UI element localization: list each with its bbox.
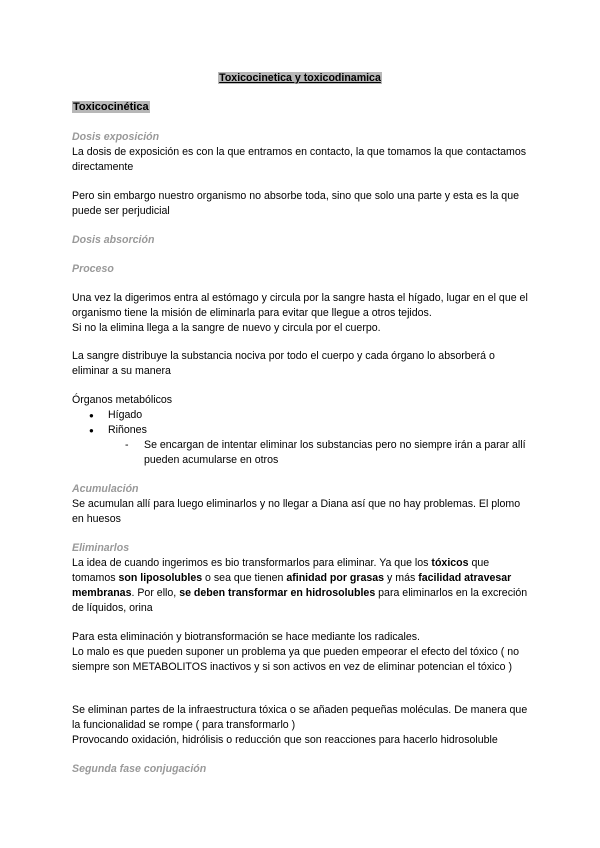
paragraph: La dosis de exposición es con la que entramos en contacto, la que tomamos la que contactamos directamente bbox=[72, 146, 527, 173]
subheading-eliminarlos: Eliminarlos bbox=[72, 542, 130, 554]
subheading-segunda-fase: Segunda fase conjugación bbox=[72, 763, 207, 775]
organs-label: Órganos metabólicos bbox=[72, 394, 173, 406]
subheading-proceso: Proceso bbox=[72, 263, 114, 275]
paragraph: Provocando oxidación, hidrólisis o reducción que son reacciones para hacerlo hidrosoluble bbox=[72, 734, 498, 746]
list-item: ● Hígado bbox=[72, 408, 532, 423]
organs-list bbox=[72, 408, 532, 438]
paragraph: La sangre distribuye la substancia nociva por todo el cuerpo y cada órgano lo absorberá o eliminar a su manera bbox=[72, 350, 495, 377]
paragraph: La idea de cuando ingerimos es bio transformarlos para eliminar. Ya que los tóxicos que tomamos son liposolubles o sea que tienen afinidad por grasas y más facilidad atravesar membranas. Por ello, se deben transformar en hidrosolubles para eliminarlos en la excreción de líquidos, orina bbox=[72, 557, 528, 614]
document-title: Toxicocinetica y toxicodinamica bbox=[219, 72, 381, 84]
section-heading: Toxicocinética bbox=[73, 101, 149, 113]
paragraph: Pero sin embargo nuestro organismo no absorbe toda, sino que solo una parte y esta es la que puede ser perjudicial bbox=[72, 190, 519, 217]
paragraph: Para esta eliminación y biotransformación se hace mediante los radicales. bbox=[72, 631, 421, 643]
subheading-dosis-absorcion: Dosis absorción bbox=[72, 234, 155, 246]
paragraph: Lo malo es que pueden suponer un problema ya que pueden empeorar el efecto del tóxico ( no siempre son METABOLITOS inactivos y si son activos en vez de eliminar potencian el tóxico ) bbox=[72, 646, 520, 673]
paragraph: Se eliminan partes de la infraestructura tóxica o se añaden pequeñas moléculas. De manera que la funcionalidad se rompe ( para transformarlo ) bbox=[72, 704, 528, 731]
subheading-dosis-exposicion: Dosis exposición bbox=[72, 131, 160, 143]
list-item: ● Riñones bbox=[72, 423, 532, 438]
list-subitem: - Se encargan de intentar eliminar los substancias pero no siempre irán a parar allí pueden acumularse en otros bbox=[125, 438, 535, 468]
paragraph: Se acumulan allí para luego eliminarlos y no llegar a Diana así que no hay problemas. El plomo en huesos bbox=[72, 498, 521, 525]
subheading-acumulacion: Acumulación bbox=[72, 483, 139, 495]
paragraph: Una vez la digerimos entra al estómago y circula por la sangre hasta el hígado, lugar en el que el organismo tiene la misión de eliminarla para evitar que llegue a otros tejidos. Si no la elimina llega a la sangre de nuevo y circula por el cuerpo. bbox=[72, 292, 528, 334]
